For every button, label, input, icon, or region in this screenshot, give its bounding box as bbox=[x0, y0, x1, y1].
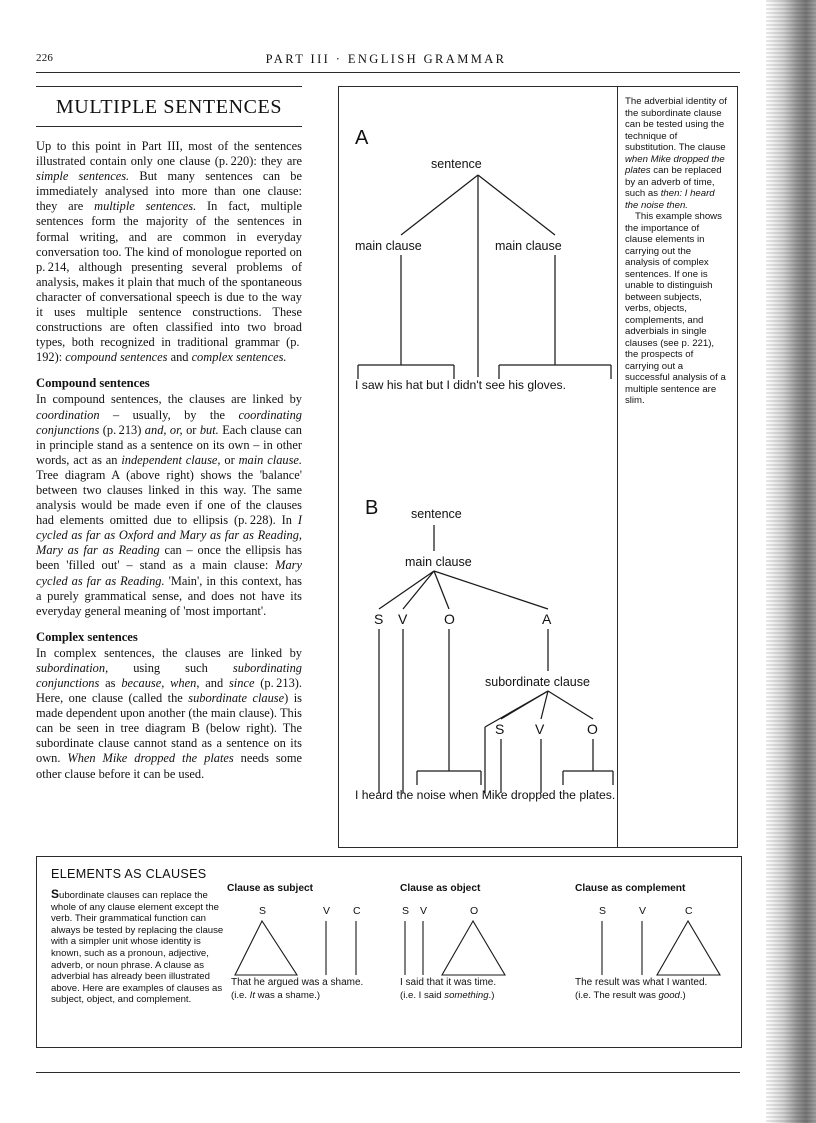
example-2-sentence: I said that it was time. bbox=[400, 977, 497, 988]
tree-b-main-clause-label: main clause bbox=[405, 555, 472, 569]
elements-panel-title: ELEMENTS AS CLAUSES bbox=[51, 867, 207, 881]
example-clause-as-object bbox=[400, 883, 580, 1033]
example-2-label-s: S bbox=[402, 905, 410, 917]
example-3-label-c: C bbox=[685, 905, 693, 917]
example-1-gloss bbox=[231, 990, 320, 1002]
example-3-gloss-italic: good bbox=[658, 990, 680, 1001]
title-rule-below bbox=[36, 126, 302, 127]
compound-heading: Compound sentences bbox=[36, 376, 150, 391]
header-rule bbox=[36, 72, 740, 73]
example-1-lines bbox=[227, 883, 410, 1033]
panel-divider bbox=[617, 87, 618, 847]
elements-as-clauses-panel bbox=[36, 856, 742, 1048]
example-2-heading: Clause as object bbox=[400, 883, 481, 894]
page-number: 226 bbox=[36, 52, 54, 64]
tree-b-subordinate-label: subordinate clause bbox=[485, 675, 590, 689]
tree-diagram-b bbox=[339, 459, 617, 847]
tree-b-sub-element-o: O bbox=[587, 721, 598, 737]
complex-paragraph: In complex sentences, the clauses are linked by subordination, using such subordinating conjunctions as because, when, and since (p. 213). Here, one clause (called the subordinate clause) is made dependent upon another (the main clause). This can be seen in tree diagram B (below right). The subordinate clause cannot stand as a sentence on its own. When Mike dropped the plates needs some other clause before it can be used. bbox=[36, 645, 302, 781]
tree-b-element-v: V bbox=[398, 611, 408, 627]
page-title: MULTIPLE SENTENCES bbox=[55, 96, 283, 118]
tree-b-root-label: sentence bbox=[411, 507, 462, 521]
tree-a-sentence bbox=[355, 379, 566, 391]
compound-paragraph: In compound sentences, the clauses are linked by coordination – usually, by the coordinating conjunctions (p. 213) and, or, or but. Each clause can in principle stand as a sentence on its own – in other words, act as an independent clause, or main clause. Tree diagram A (above right) shows the 'balance' between two clauses linked in this way. The same analysis would be made even if one of the clauses had elements omitted due to ellipsis (p. 228). In I cycled as far as Oxford and Mary as far as Reading, Mary as far as Reading can – once the ellipsis has been 'filled out' – stand as a main clause: Mary cycled as far as Reading. 'Main', in this context, has a purely grammatical sense, and does not have its everyday general meaning of 'most important'. bbox=[36, 392, 303, 618]
example-3-lines bbox=[575, 883, 775, 1033]
footer-rule bbox=[36, 1072, 740, 1073]
example-2-label-v: V bbox=[420, 905, 428, 917]
example-2-label-o: O bbox=[470, 905, 479, 917]
tree-b-element-s: S bbox=[374, 611, 384, 627]
tree-b-span-sub-v: dropped bbox=[510, 788, 556, 802]
sidebar-paragraph-2: This example shows the importance of clause elements in carrying out the analysis of complex sentences. If one is unable to distinguish between subjects, verbs, objects, complements, and adverbials in single clauses (see p. 221), the prospects of carrying out a successful analysis of a multiple sentence are slim. bbox=[625, 211, 726, 406]
sidebar-note bbox=[625, 96, 728, 407]
tree-b-span-v: heard bbox=[361, 788, 393, 802]
example-2-lines bbox=[400, 883, 580, 1033]
tree-a-span-right: I didn't see his gloves. bbox=[446, 378, 567, 392]
example-2-gloss-italic: something bbox=[444, 990, 489, 1001]
tree-a-node-right-label: main clause bbox=[495, 239, 562, 253]
example-3-sentence: The result was what I wanted. bbox=[575, 977, 708, 988]
article-column bbox=[36, 86, 302, 793]
tree-b-span-sub-o: the plates. bbox=[558, 788, 616, 802]
elements-panel-intro bbox=[51, 889, 229, 1006]
title-rule-above bbox=[36, 86, 302, 87]
scan-page-edge bbox=[766, 0, 816, 1123]
example-2-gloss-prefix: (i.e. I said bbox=[400, 990, 445, 1001]
tree-b-element-a: A bbox=[542, 611, 552, 627]
tree-a-node-left-label: main clause bbox=[355, 239, 422, 253]
example-3-gloss bbox=[575, 990, 686, 1002]
example-3-gloss-prefix: (i.e. The result was bbox=[575, 990, 659, 1001]
tree-b-span-s: I bbox=[355, 788, 359, 802]
example-2-gloss bbox=[400, 990, 494, 1002]
example-3-gloss-suffix: .) bbox=[679, 990, 686, 1001]
tree-b-span-conj: when bbox=[449, 788, 479, 802]
tree-b-element-o: O bbox=[444, 611, 455, 627]
running-head: PART III · ENGLISH GRAMMAR bbox=[265, 52, 507, 66]
tree-b-span-sub-s: Mike bbox=[481, 788, 508, 802]
example-3-heading: Clause as complement bbox=[575, 883, 686, 894]
drop-cap: S bbox=[51, 887, 60, 901]
example-1-heading: Clause as subject bbox=[227, 883, 314, 894]
example-2-gloss-suffix: .) bbox=[488, 990, 495, 1001]
tree-a-root-label: sentence bbox=[431, 157, 482, 171]
tree-b-sub-element-s: S bbox=[495, 721, 505, 737]
example-1-label-v: V bbox=[323, 905, 331, 917]
intro-paragraph: Up to this point in Part III, most of the sentences illustrated contain only one clause (p. 220): they are simple sentences. But many sentences can be immediately analysed into more than one clause: they are multiple sentences. In fact, multiple sentences form the majority of the sentences in formal writing, and are common in everyday conversation too. The kind of monologue reported on p. 214, although presenting several problems of analysis, makes it plain that much of the spontaneous character of conversational speech is due to the way it uses multiple sentence constructions. These constructions are often classified into two broad types, both recognized in traditional grammar (p. 192): compound sentences and complex sentences. bbox=[36, 139, 303, 365]
example-3-label-v: V bbox=[639, 905, 647, 917]
tree-a-letter: A bbox=[355, 127, 369, 149]
tree-b-sub-element-v: V bbox=[535, 721, 545, 737]
tree-a-span-left: I saw his hat bbox=[355, 378, 423, 392]
example-1-gloss-prefix: (i.e. bbox=[231, 990, 250, 1001]
sidebar-paragraph-1: The adverbial identity of the subordinate clause can be tested using the technique of substitution. The clause when Mike dropped the plates can be replaced by an adverb of time, such as then: I heard the noise then. bbox=[625, 96, 727, 211]
tree-a-lines bbox=[339, 87, 617, 427]
example-clause-as-complement bbox=[575, 883, 775, 1033]
tree-b-letter: B bbox=[365, 497, 379, 519]
example-clause-as-subject bbox=[227, 883, 410, 1033]
example-1-gloss-suffix: was a shame.) bbox=[255, 990, 321, 1001]
tree-diagram-a bbox=[339, 87, 617, 427]
complex-heading: Complex sentences bbox=[36, 629, 138, 644]
tree-b-span-o: the noise bbox=[396, 788, 446, 802]
tree-b-sentence bbox=[355, 789, 615, 801]
example-1-label-c: C bbox=[353, 905, 361, 917]
example-3-label-s: S bbox=[599, 905, 607, 917]
example-1-gloss-italic: It bbox=[249, 990, 256, 1001]
example-1-sentence: That he argued was a shame. bbox=[231, 977, 364, 988]
tree-a-conjunction: but bbox=[426, 378, 444, 392]
elements-panel-intro-rest: ubordinate clauses can replace the whole of any clause element except the verb. Their grammatical function can always be tested by replacing the clause with a simpler unit whose identity is known, such as a pronoun, adjective, adverb, or noun phrase. A clause as adverbial has already been illustrated above. Here are examples of clauses as subject, object, and complement. bbox=[51, 890, 224, 1006]
example-1-label-s: S bbox=[259, 905, 267, 917]
